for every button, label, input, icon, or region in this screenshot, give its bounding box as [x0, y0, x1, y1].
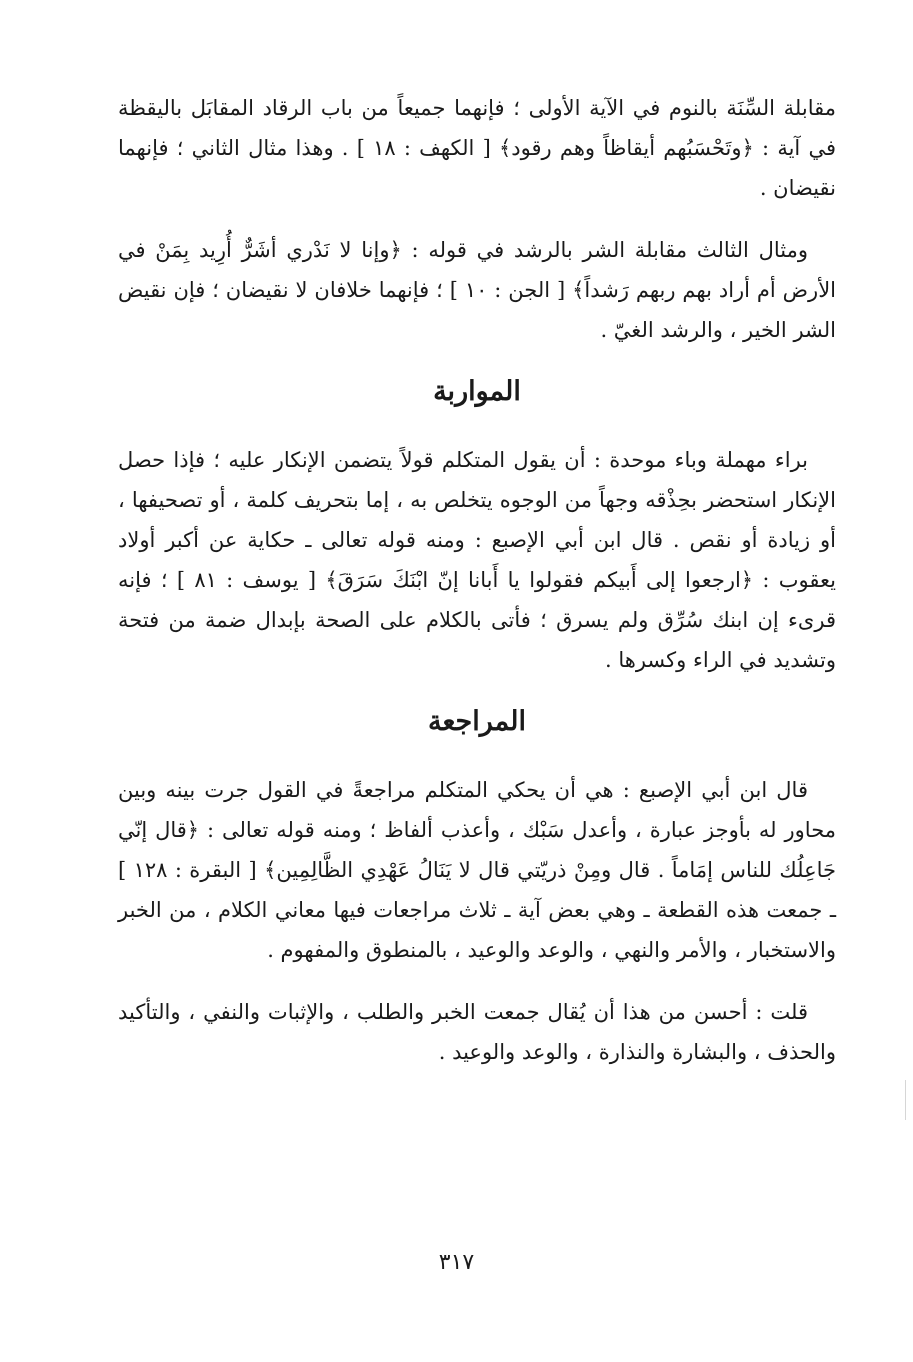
paragraph-muwaraba: براء مهملة وباء موحدة : أن يقول المتكلم قولاً يتضمن الإنكار عليه ؛ فإذا حصل الإنكار استحضر بحِذْقه وجهاً من الوجوه يتخلص به ، إما بتحريف كلمة ، أو تصحيفها ، أو زيادة أو نقص . قال ابن أبي الإصبع : ومنه قوله تعالى ـ حكاية عن أكبر أولاد يعقوب : ﴿ارجعوا إلى أَبيكم فقولوا يا أَبانا إنّ ابْنَكَ سَرَقَ﴾ [ يوسف : ٨١ ] ؛ فإنه قرىء إن ابنك سُرِّق ولم يسرق ؛ فأتى بالكلام على الصحة بإبدال ضمة من فتحة وتشديد في الراء وكسرها .	[118, 448, 836, 672]
paragraph-murajaa-1: قال ابن أبي الإصبع : هي أن يحكي المتكلم مراجعةً في القول جرت بينه وبين محاور له بأوجز عبارة ، وأعدل سَبْك ، وأعذب ألفاظ ؛ ومنه قوله تعالى : ﴿قال إنّي جَاعِلُك للناس إمَاماً . قال ومِنْ ذريّتي قال لا يَنَالُ عَهْدِي الظَّالِمِين﴾ [ البقرة : ١٢٨ ] ـ جمعت هذه القطعة ـ وهي بعض آية ـ ثلاث مراجعات فيها معاني الكلام ، من الخبر والاستخبار ، والأمر والنهي ، والوعد والوعيد ، بالمنطوق والمفهوم .	[118, 778, 836, 962]
paragraph-murajaa-2: قلت : أحسن من هذا أن يُقال جمعت الخبر والطلب ، والإثبات والنفي ، والتأكيد والحذف ، والبشارة والنذارة ، والوعد والوعيد .	[118, 1000, 836, 1064]
section-heading-muwaraba: المواربة	[433, 376, 521, 407]
paragraph-intro-1: مقابلة السِّنَة بالنوم في الآية الأولى ؛ فإنهما جميعاً من باب الرقاد المقابَل باليقظة في آية : ﴿وتَحْسَبُهم أيقاظاً وهم رقود﴾ [ الكهف : ١٨ ] . وهذا مثال الثاني ؛ فإنهما نقيضان .	[118, 96, 836, 200]
page-body	[118, 88, 836, 1094]
page-gutter-mark	[905, 1080, 906, 1120]
page-number: ٣١٧	[438, 1250, 475, 1275]
section-heading-murajaa: المراجعة	[428, 706, 526, 737]
paragraph-intro-2: ومثال الثالث مقابلة الشر بالرشد في قوله : ﴿وإنا لا نَدْري أشَرٌّ أُرِيد بِمَنْ في الأرض أم أراد بهم ربهم رَشداً﴾ [ الجن : ١٠ ] ؛ فإنهما خلافان لا نقيضان ؛ فإن نقيض الشر الخير ، والرشد الغيّ .	[118, 238, 837, 342]
